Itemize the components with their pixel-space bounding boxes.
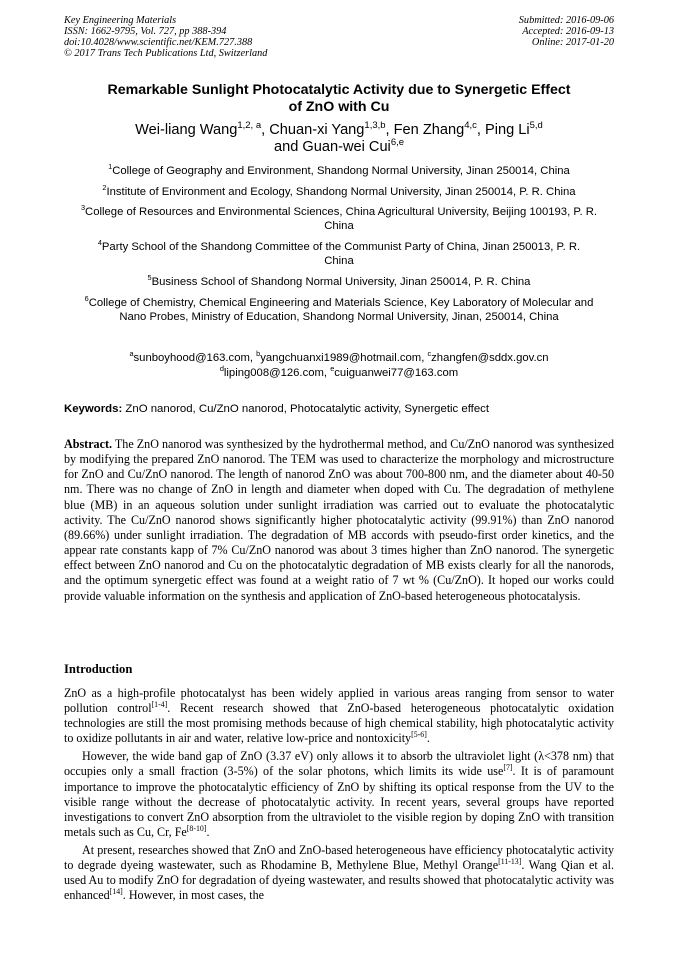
affiliation-item xyxy=(64,275,614,289)
email-a: sunboyhood@163.com xyxy=(133,352,250,364)
paper-title xyxy=(64,82,614,116)
affiliation-number: 3 xyxy=(80,203,86,213)
paragraph-text: At present, researches showed that ZnO and ZnO-based heterogeneous have efficiency photocatalytic activity to degrade dyeing wastewater, such as Rhodamine B, Methylene Blue, Methyl Orange xyxy=(64,842,614,872)
paragraph-text: . xyxy=(426,731,430,746)
title-line-1: Remarkable Sunlight Photocatalytic Activity due to Synergetic Effect xyxy=(107,82,571,98)
citation: [7] xyxy=(503,763,513,773)
affiliation-text: Institute of Environment and Ecology, Shandong Normal University, Jinan 250014, P. R. China xyxy=(106,185,576,198)
journal-header-left xyxy=(64,15,267,59)
citation: [14] xyxy=(109,887,123,897)
paragraph-text: . Recent research showed that ZnO-based heterogeneous photocatalytic oxidation technologies are still the most promising methods because of high chemical stability, high photocatalytic activity to oxidize pollutants in air and water, relative low-price and nontoxicity xyxy=(64,701,614,746)
paragraph-text: . It is of paramount importance to improve the photocatalytic efficiency of ZnO by shifting its optical response from the UV to the visible range without the decrease of photocatalytic activity. In recent years, several groups have reported investigations to convert ZnO absorption from the ultraviolet to the visible region by doping ZnO with transition metals such as Cu, Cr, Fe xyxy=(64,764,614,839)
affiliation-text: Business School of Shandong Normal University, Jinan 250014, P. R. China xyxy=(151,275,531,288)
issn-line: ISSN: 1662-9795, Vol. 727, pp 388-394 xyxy=(64,26,227,37)
affiliation-number: 6 xyxy=(84,293,89,303)
author-name: Chuan-xi Yang xyxy=(269,122,365,138)
affiliation-number: 5 xyxy=(147,273,152,283)
doi-line: doi:10.4028/www.scientific.net/KEM.727.388 xyxy=(64,37,253,48)
abstract-label: Abstract. xyxy=(64,437,113,451)
affiliation-text: College of Geography and Environment, Shandong Normal University, Jinan 250014, China xyxy=(112,165,570,177)
author-list: Wei-liang Wang$^{1,2, a}$, Chuan-xi Yang$^{1,3,b}$, Fen Zhang$^{4,c}$, Ping Li$^{5,d}$ and Guan-wei Cui$^{6,e}$ xyxy=(135,120,543,155)
email-d: liping008@126.com xyxy=(223,366,324,379)
online-date: Online: 2017-01-20 xyxy=(531,37,614,48)
copyright-line: © 2017 Trans Tech Publications Ltd, Switzerland xyxy=(64,48,268,59)
title-line-2: of ZnO with Cu xyxy=(288,99,390,115)
affiliation-item xyxy=(64,164,614,178)
citation: [5-6] xyxy=(411,730,427,740)
author-name: Fen Zhang xyxy=(393,122,465,138)
paragraph-text: . xyxy=(206,825,210,839)
keywords-text: ZnO nanorod, Cu/ZnO nanorod, Photocatalytic activity, Synergetic effect xyxy=(125,403,490,415)
paragraph-text: However, the wide band gap of ZnO (3.37 eV) only allows it to absorb the ultraviolet light (λ<378 nm) that occupies only a small fraction (3-5%) of the solar photons, which limits its wide use xyxy=(64,749,614,779)
author-affiliation-mark: 5,d xyxy=(529,120,543,132)
author-affiliation-mark: 1,3,b xyxy=(364,120,386,132)
affiliation-item xyxy=(64,293,614,324)
paragraph xyxy=(64,686,614,747)
email-c: zhangfen@sddx.gov.cn xyxy=(431,352,549,364)
email-b: yangchuanxi1989@hotmail.com xyxy=(260,352,422,364)
affiliation-number: 1 xyxy=(108,162,113,172)
introduction-heading: Introduction xyxy=(64,662,133,676)
paragraph-text: . However, in most cases, the xyxy=(122,888,265,903)
author-affiliation-mark: 1,2, a xyxy=(237,120,262,132)
author-name: Wei-liang Wang xyxy=(135,122,238,138)
citation: [1-4] xyxy=(151,700,168,710)
paragraph xyxy=(64,749,614,840)
introduction-body xyxy=(64,686,614,906)
affiliation-item xyxy=(64,205,614,233)
affiliation-item xyxy=(64,240,614,268)
paragraph-text: . Wang Qian et al. used Au to modify ZnO for degradation of dyeing wastewater, and results showed that photocatalytic activity was enhanced xyxy=(64,857,615,903)
accepted-date: Accepted: 2016-09-13 xyxy=(522,26,614,37)
author-affiliation-mark: 6,e xyxy=(390,137,404,149)
affiliation-text: College of Resources and Environmental Sciences, China Agricultural University, Beijing 100193, P. R. China xyxy=(85,206,598,233)
affiliation-item xyxy=(64,182,614,199)
email-e: cuiguanwei77@163.com xyxy=(334,366,459,379)
email-list: $^a$sunboyhood@163.com, $^b$yangchuanxi1989@hotmail.com, $^c$zhangfen@sddx.gov.cn $^d$liping008@126.com, $^e$cuiguanwei77@163.com xyxy=(129,349,549,379)
paragraph xyxy=(64,843,614,904)
abstract-text: The ZnO nanorod was synthesized by the hydrothermal method, and Cu/ZnO nanorod was synthesized by modifying the prepared ZnO nanorod. The TEM was used to characterize the morphology and microstructure for ZnO and Cu/ZnO nanorod. The length of nanorod ZnO was about 700-800 nm, and the diameter about 40-50 nm. There was no change of ZnO in length and diameter when doped with Cu. The degradation of methylene blue (MB) in an aqueous solution under sunlight irradiation was carried out to evaluate the photocatalytic activity. The Cu/ZnO nanorod shows significantly higher photocatalytic activity (99.91%) than ZnO nanorod (89.66%) under sunlight irradiation. The degradation of MB accords with pseudo-first order kinetics, and the appear rate constants kapp of 7% Cu/ZnO nanorod was about 3 times higher than ZnO nanorod. The synergetic effect between ZnO nanorod and Cu on the photocatalytic degradation of MB exists clearly for all the nanorods, and the optimum synergetic effect was found at a weight ratio of 7 wt % (Cu/ZnO). It hoped our works could provide valuable information on the synthesis and application of ZnO-based heterogeneous photocatalysis. xyxy=(64,437,614,603)
paragraph-text: ZnO as a high-profile photocatalyst has been widely applied in various areas ranging from sensor to water pollution control xyxy=(64,686,614,716)
abstract xyxy=(64,437,614,604)
citation: [8-10] xyxy=(186,823,207,833)
keywords-label: Keywords: xyxy=(64,403,123,415)
keywords xyxy=(64,402,614,416)
affiliation-number: 2 xyxy=(102,182,107,192)
affiliation-number: 4 xyxy=(97,238,102,248)
journal-name: Key Engineering Materials xyxy=(64,15,177,26)
author-name: Guan-wei Cui xyxy=(302,139,391,155)
author-name: Ping Li xyxy=(485,122,530,138)
citation: [11-13] xyxy=(498,856,522,866)
submitted-date: Submitted: 2016-09-06 xyxy=(518,15,614,26)
journal-header-right xyxy=(519,15,614,48)
affiliation-text: College of Chemistry, Chemical Engineering and Materials Science, Key Laboratory of Molecular and Nano Probes, Ministry of Education, Shandong Normal University, Jinan, 250014, China xyxy=(88,296,594,323)
affiliation-text: Party School of the Shandong Committee of the Communist Party of China, Jinan 250013, P. R. China xyxy=(101,241,581,268)
author-affiliation-mark: 4,c xyxy=(464,120,477,132)
affiliation-list xyxy=(64,164,614,330)
